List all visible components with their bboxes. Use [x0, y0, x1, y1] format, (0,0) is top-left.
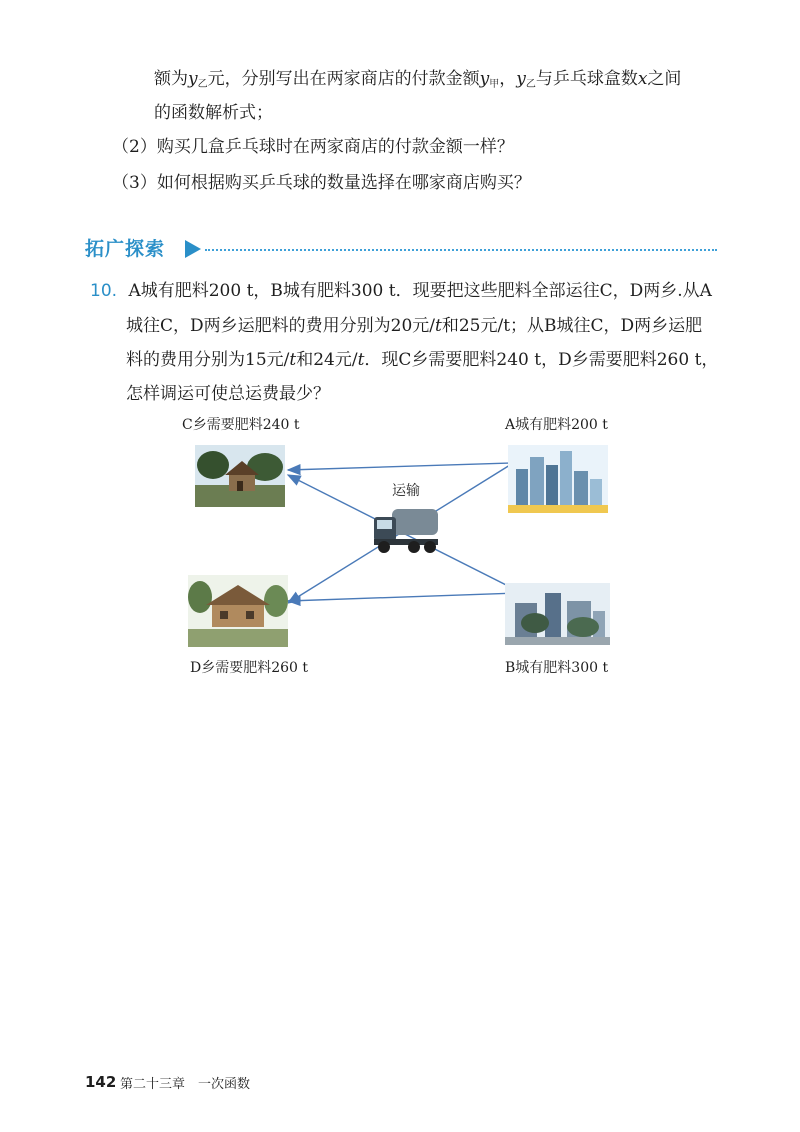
- play-arrow-icon: [185, 240, 201, 258]
- var-t: t: [435, 316, 442, 336]
- label-d-township: D乡需要肥料260 t: [190, 660, 309, 676]
- label-transport: 运输: [392, 483, 420, 499]
- arrow-a-to-c: [288, 463, 510, 470]
- problem-10-line-1: [90, 278, 712, 304]
- intro-line-2: 的函数解析式；: [154, 103, 273, 123]
- village-d-picture: [188, 575, 288, 647]
- village-c-picture: [195, 445, 285, 507]
- text: 与乒乓球盒数: [535, 69, 638, 89]
- text: 和24元/: [296, 350, 358, 370]
- city-a-picture: [508, 445, 608, 513]
- label-b-city: B城有肥料300 t: [505, 660, 609, 676]
- text: 城往C，D两乡运肥料的费用分别为20元/: [126, 316, 435, 336]
- chapter-title: 第二十三章 一次函数: [120, 1077, 251, 1092]
- problem-10-line-3: [126, 347, 718, 373]
- arrow-b-to-d: [288, 593, 518, 601]
- text: A城有肥料200 t，B城有肥料300 t．现要把这些肥料全部运往C，D两乡.从A: [128, 281, 712, 301]
- var-y: y: [516, 69, 526, 89]
- var-x: x: [637, 69, 648, 89]
- text: 之间: [647, 69, 682, 89]
- text: 元，分别写出在两家商店的付款金额: [207, 69, 480, 89]
- sub-question-2: （2）购买几盒乒乓球时在两家商店的付款金额一样？: [112, 137, 514, 157]
- var-t: t: [289, 350, 297, 370]
- section-title: 拓广探索: [85, 238, 166, 260]
- text: 额为: [154, 69, 188, 89]
- subscript: 乙: [197, 79, 208, 90]
- subscript: 乙: [525, 79, 536, 90]
- page-number: 142: [85, 1073, 117, 1091]
- text: 料的费用分别为15元/: [126, 350, 290, 370]
- problem-10-line-4: 怎样调运可使总运费最少？: [126, 384, 330, 404]
- var-y: y: [188, 69, 198, 89]
- problem-number: 10.: [90, 281, 118, 301]
- section-header: [85, 234, 717, 264]
- transport-diagram: [170, 405, 640, 690]
- problem-10-line-2: [126, 313, 702, 339]
- text: ．现C乡需要肥料240 t，D乡需要肥料260 t，: [364, 350, 719, 370]
- var-y: y: [479, 69, 490, 89]
- city-b-picture: [505, 583, 610, 645]
- subscript: 甲: [489, 79, 500, 90]
- sub-question-3: （3）如何根据购买乒乓球的数量选择在哪家商店购买？: [112, 173, 531, 193]
- label-c-township: C乡需要肥料240 t: [182, 417, 300, 433]
- intro-line-1: [154, 66, 681, 98]
- text: ，: [499, 69, 517, 89]
- truck-picture: [370, 503, 442, 555]
- dotted-rule: [205, 249, 717, 251]
- var-t: t: [357, 350, 365, 370]
- text: 和25元/t；从B城往C，D两乡运肥: [441, 316, 703, 336]
- label-a-city: A城有肥料200 t: [505, 417, 608, 433]
